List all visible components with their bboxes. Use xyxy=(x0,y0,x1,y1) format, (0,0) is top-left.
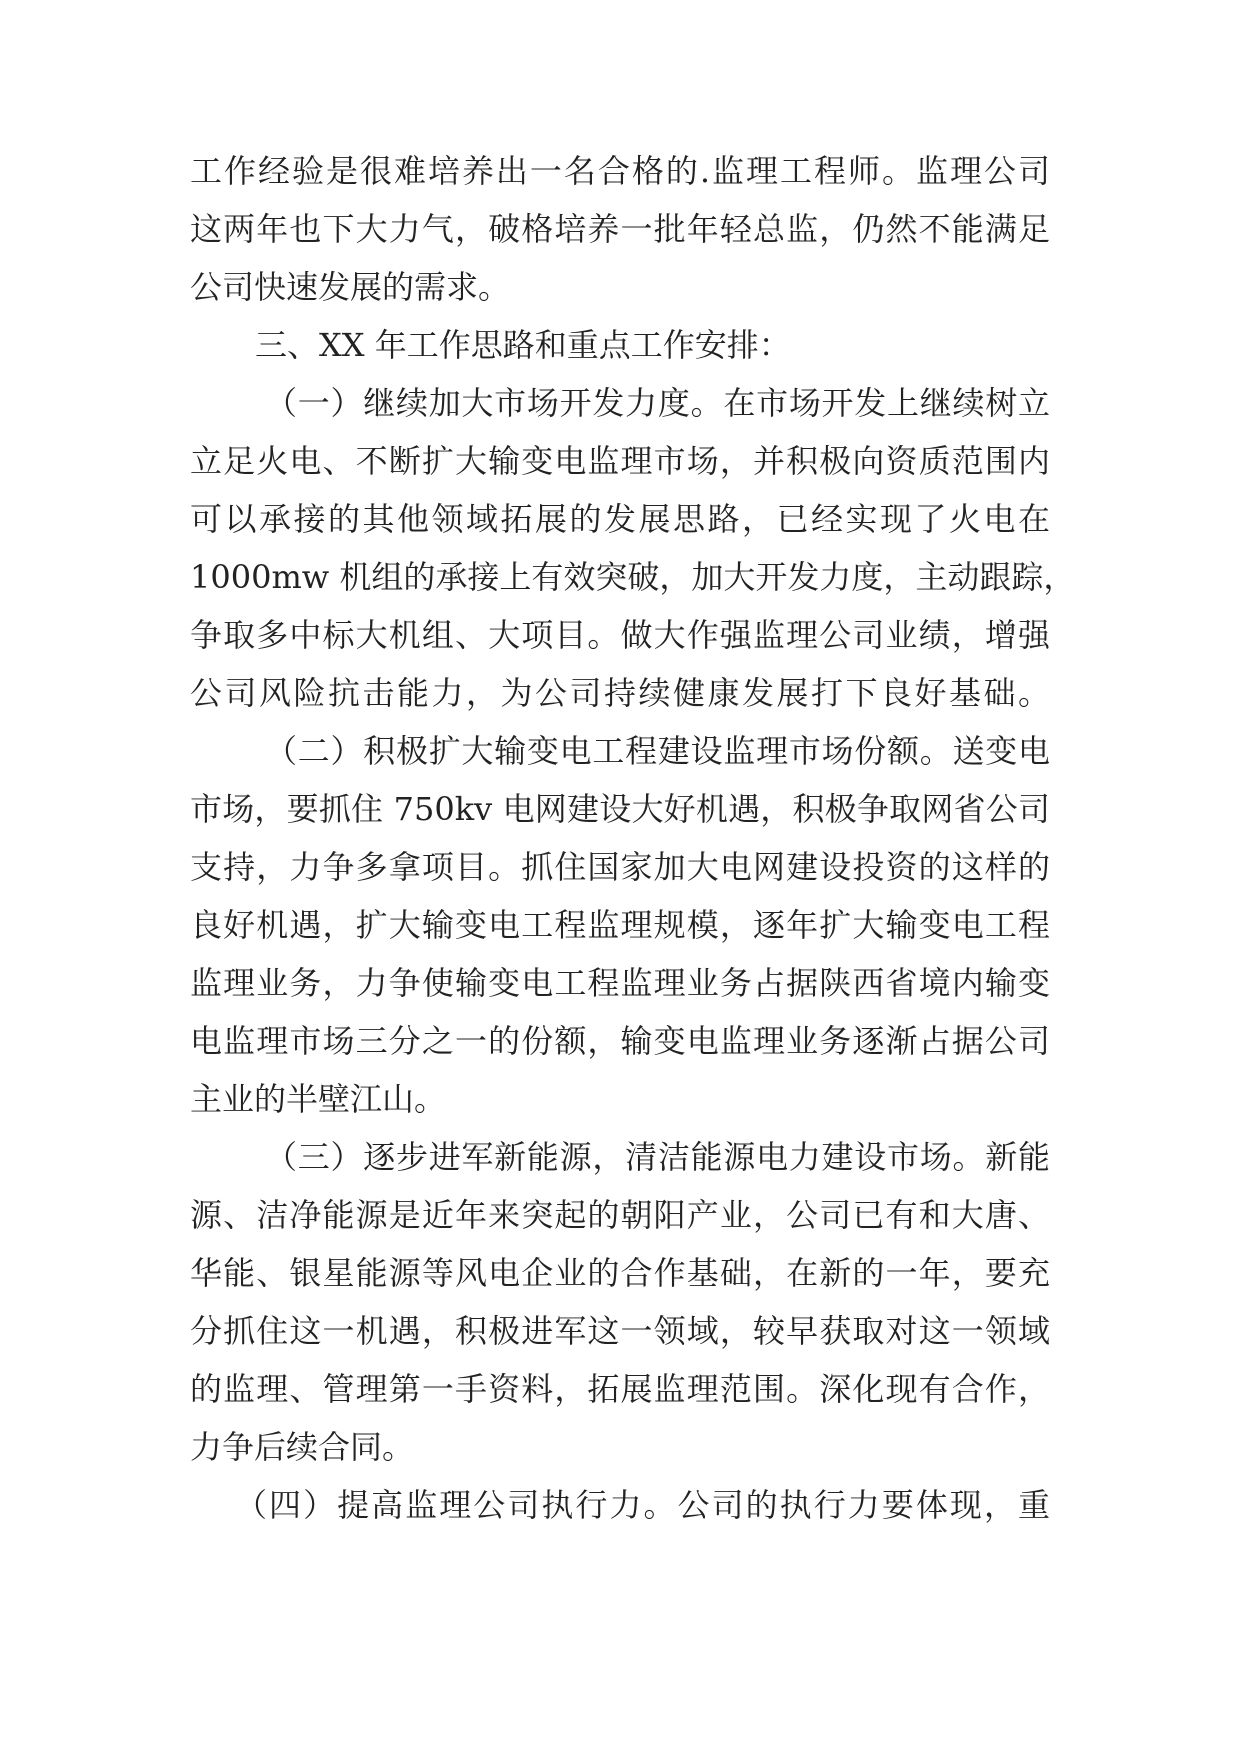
text-line: 监理业务，力争使输变电工程监理业务占据陕西省境内输变 xyxy=(190,964,1050,1002)
text-line: 华能、银星能源等风电企业的合作基础，在新的一年，要充 xyxy=(190,1254,1050,1292)
text-line: 工作经验是很难培养出一名合格的.监理工程师。监理公司 xyxy=(190,152,1050,190)
text-line: 支持，力争多拿项目。抓住国家加大电网建设投资的这样的 xyxy=(190,848,1050,886)
text-line: 公司风险抗击能力，为公司持续健康发展打下良好基础。 xyxy=(190,674,1050,712)
text-line: 市场，要抓住 750kv 电网建设大好机遇，积极争取网省公司 xyxy=(190,790,1050,828)
text-line: （二）积极扩大输变电工程建设监理市场份额。送变电 xyxy=(265,732,1050,770)
text-line: 1000mw 机组的承接上有效突破，加大开发力度，主动跟踪， xyxy=(190,558,1076,596)
text-line: 力争后续合同。 xyxy=(190,1428,415,1466)
text-line: 主业的半壁江山。 xyxy=(190,1080,447,1118)
text-line: 分抓住这一机遇，积极进军这一领域，较早获取对这一领域 xyxy=(190,1312,1050,1350)
text-line: 立足火电、不断扩大输变电监理市场，并积极向资质范围内 xyxy=(190,442,1050,480)
text-line: （三）逐步进军新能源，清洁能源电力建设市场。新能 xyxy=(265,1138,1050,1176)
text-line: （一）继续加大市场开发力度。在市场开发上继续树立 xyxy=(265,384,1050,422)
text-line: 良好机遇，扩大输变电工程监理规模，逐年扩大输变电工程 xyxy=(190,906,1050,944)
text-line: 电监理市场三分之一的份额，输变电监理业务逐渐占据公司 xyxy=(190,1022,1050,1060)
section-heading: 三、XX 年工作思路和重点工作安排： xyxy=(255,326,791,364)
text-line: 公司快速发展的需求。 xyxy=(190,268,511,306)
text-line: 可以承接的其他领域拓展的发展思路，已经实现了火电在 xyxy=(190,500,1050,538)
text-line: 源、洁净能源是近年来突起的朝阳产业，公司已有和大唐、 xyxy=(190,1196,1050,1234)
text-line: 的监理、管理第一手资料，拓展监理范围。深化现有合作， xyxy=(190,1370,1050,1408)
text-line: 这两年也下大力气，破格培养一批年轻总监，仍然不能满足 xyxy=(190,210,1050,248)
text-line: 争取多中标大机组、大项目。做大作强监理公司业绩，增强 xyxy=(190,616,1050,654)
text-line: （四）提高监理公司执行力。公司的执行力要体现，重 xyxy=(235,1486,1050,1524)
